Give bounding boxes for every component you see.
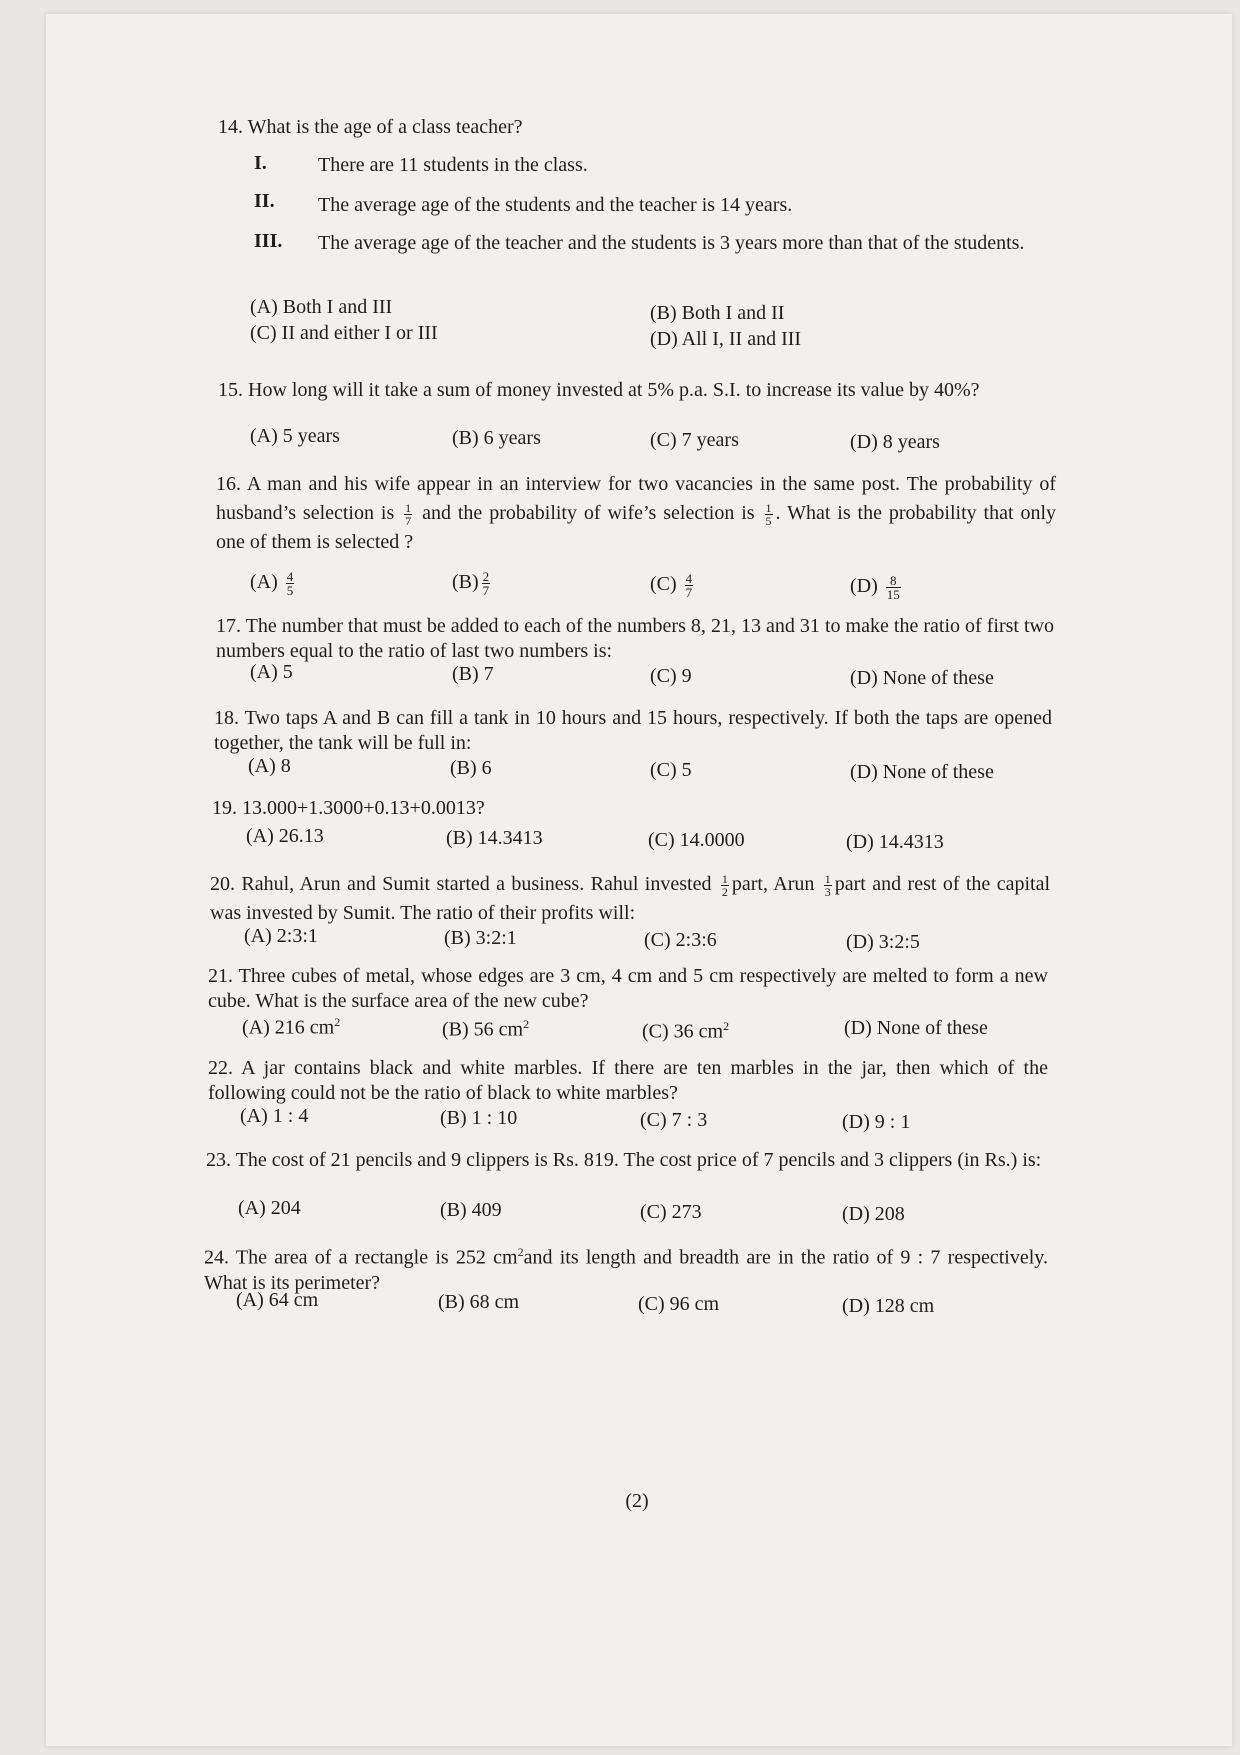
fraction <box>404 502 412 527</box>
question-text-part: . What is the probability that only one of them is selected ? <box>216 502 1057 553</box>
question-text <box>204 1240 1048 1296</box>
option-b: (B) 7 <box>452 663 494 685</box>
question-text: 14. What is the age of a class teacher? <box>218 116 523 138</box>
denominator: 15 <box>886 587 900 602</box>
superscript: 2 <box>523 1017 530 1031</box>
option-c: (C) 273 <box>640 1201 702 1223</box>
question-text <box>216 470 1056 557</box>
option-b: (B) 6 years <box>452 427 541 449</box>
option-d <box>844 1016 988 1041</box>
option-d: (D) All I, II and III <box>650 328 802 350</box>
numerator: 1 <box>824 871 831 886</box>
numerator: 1 <box>405 500 412 515</box>
option-d: (D) None of these <box>850 667 994 689</box>
option-c <box>642 1014 729 1045</box>
question-text: 15. How long will it take a sum of money invested at 5% p.a. S.I. to increase its value by 40%? <box>218 379 980 401</box>
question-text: 22. A jar contains black and white marbles. If there are ten marbles in the jar, then which of the following could not be the ratio of black to white marbles? <box>208 1057 1048 1104</box>
superscript: 2 <box>517 1245 524 1259</box>
option-d: (D) 14.4313 <box>846 831 944 853</box>
option-c: (C) 7 years <box>650 429 739 451</box>
option-a: (A) 5 years <box>250 425 340 447</box>
option-b: (B) 68 cm <box>438 1291 520 1313</box>
numerator: 8 <box>886 574 901 588</box>
fraction <box>482 570 491 597</box>
denominator: 2 <box>721 884 728 899</box>
option-b: (B) 6 <box>450 757 492 779</box>
option-text: (C) 36 cm <box>642 1020 724 1043</box>
option-d: (D) 8 years <box>850 431 940 453</box>
option-label: (B) <box>452 571 479 594</box>
option-a: (A) 8 <box>248 755 291 777</box>
option-a: (A) Both I and III <box>250 296 393 318</box>
superscript: 2 <box>334 1015 341 1029</box>
option-c: (C) 2:3:6 <box>644 929 717 951</box>
option-c: (C) 7 : 3 <box>640 1109 708 1131</box>
question-text-part: and the probability of wife’s selection is <box>422 502 755 524</box>
option-c: (C) 14.0000 <box>648 829 745 851</box>
option-c <box>650 572 696 599</box>
statement-text: The average age of the teacher and the students is 3 years more than that of the students. <box>318 232 1025 254</box>
option-d: (D) 9 : 1 <box>842 1111 911 1133</box>
question-text: 21. Three cubes of metal, whose edges are 3 cm, 4 cm and 5 cm respectively are melted to form a new cube. What is the surface area of the new cube? <box>208 965 1048 1012</box>
fraction <box>886 574 901 601</box>
option-label: (C) <box>650 573 677 596</box>
numerator: 4 <box>286 569 294 584</box>
statement-text: There are 11 students in the class. <box>318 154 588 176</box>
fraction <box>765 502 773 527</box>
option-text: (A) 216 cm <box>242 1016 335 1039</box>
option-c: (C) 96 cm <box>638 1293 720 1315</box>
superscript: 2 <box>723 1019 730 1033</box>
option-c: (C) II and either I or III <box>250 322 438 344</box>
fraction <box>824 873 832 898</box>
question-text: 18. Two taps A and B can fill a tank in 10 hours and 15 hours, respectively. If both the taps are opened together, the tank will be full in: <box>214 707 1052 754</box>
denominator: 7 <box>405 513 412 528</box>
option-b: (B) 14.3413 <box>446 827 543 849</box>
fraction <box>685 572 694 599</box>
option-b: (B) Both I and II <box>650 302 785 324</box>
question-text: 23. The cost of 21 pencils and 9 clippers is Rs. 819. The cost price of 7 pencils and 3 clippers (in Rs.) is: <box>206 1149 1042 1171</box>
option-a <box>242 1010 340 1041</box>
option-label: (D) <box>850 575 878 598</box>
option-c: (C) 9 <box>650 665 692 687</box>
question-text: 19. 13.000+1.3000+0.13+0.0013? <box>212 797 485 819</box>
option-a: (A) 64 cm <box>236 1289 319 1311</box>
denominator: 5 <box>765 513 772 528</box>
option-b <box>452 570 493 597</box>
question-text-part: part and rest of the capital was invested by Sumit. The ratio of their profits will: <box>210 873 1051 924</box>
option-c: (C) 5 <box>650 759 692 781</box>
option-a: (A) 2:3:1 <box>244 925 318 947</box>
option-d: (D) 3:2:5 <box>846 931 920 953</box>
statement-label: II. <box>254 190 275 212</box>
fraction <box>286 570 295 597</box>
option-text: (B) 56 cm <box>442 1018 524 1041</box>
fraction <box>721 873 729 898</box>
option-a: (A) 26.13 <box>246 825 324 847</box>
denominator: 7 <box>685 585 693 600</box>
option-b <box>442 1012 529 1043</box>
option-a: (A) 5 <box>250 661 293 683</box>
question-text: 17. The number that must be added to each of the numbers 8, 21, 13 and 31 to make the ratio of first two numbers equal to the ratio of last two numbers is: <box>216 615 1054 662</box>
numerator: 1 <box>765 500 772 515</box>
option-a: (A) 204 <box>238 1197 301 1219</box>
option-label: (A) <box>250 571 278 594</box>
option-b: (B) 409 <box>440 1199 502 1221</box>
option-b: (B) 3:2:1 <box>444 927 517 949</box>
option-a: (A) 1 : 4 <box>240 1105 309 1127</box>
option-d: (D) None of these <box>850 761 994 783</box>
option-text: (D) None of these <box>844 1017 988 1039</box>
statement-text: The average age of the students and the teacher is 14 years. <box>318 194 793 216</box>
question-text-part: and its length and breadth are in the ratio of 9 : 7 respectively. What is its perimeter? <box>204 1246 1048 1294</box>
question-text-part: 24. The area of a rectangle is 252 cm <box>204 1246 518 1269</box>
exam-page <box>46 14 1232 1746</box>
option-d: (D) 208 <box>842 1203 905 1225</box>
statement-label: III. <box>254 230 283 252</box>
page-number: (2) <box>625 1490 649 1512</box>
statement-label: I. <box>254 152 267 174</box>
numerator: 4 <box>685 571 693 586</box>
option-d: (D) 128 cm <box>842 1295 935 1317</box>
question-text-part: 20. Rahul, Arun and Sumit started a business. Rahul invested <box>210 873 712 895</box>
option-a <box>250 570 297 597</box>
denominator: 3 <box>824 884 831 899</box>
option-d <box>850 574 904 601</box>
numerator: 2 <box>482 569 490 584</box>
denominator: 5 <box>286 583 294 598</box>
question-text <box>210 870 1050 928</box>
question-text-part: part, Arun <box>731 873 815 895</box>
numerator: 1 <box>721 871 728 886</box>
question-text-part: 16. A man and his wife appear in an interview for two vacancies in the same post. The probability of husband’s selection is <box>216 473 1056 524</box>
option-b: (B) 1 : 10 <box>440 1107 518 1129</box>
denominator: 7 <box>482 583 490 598</box>
